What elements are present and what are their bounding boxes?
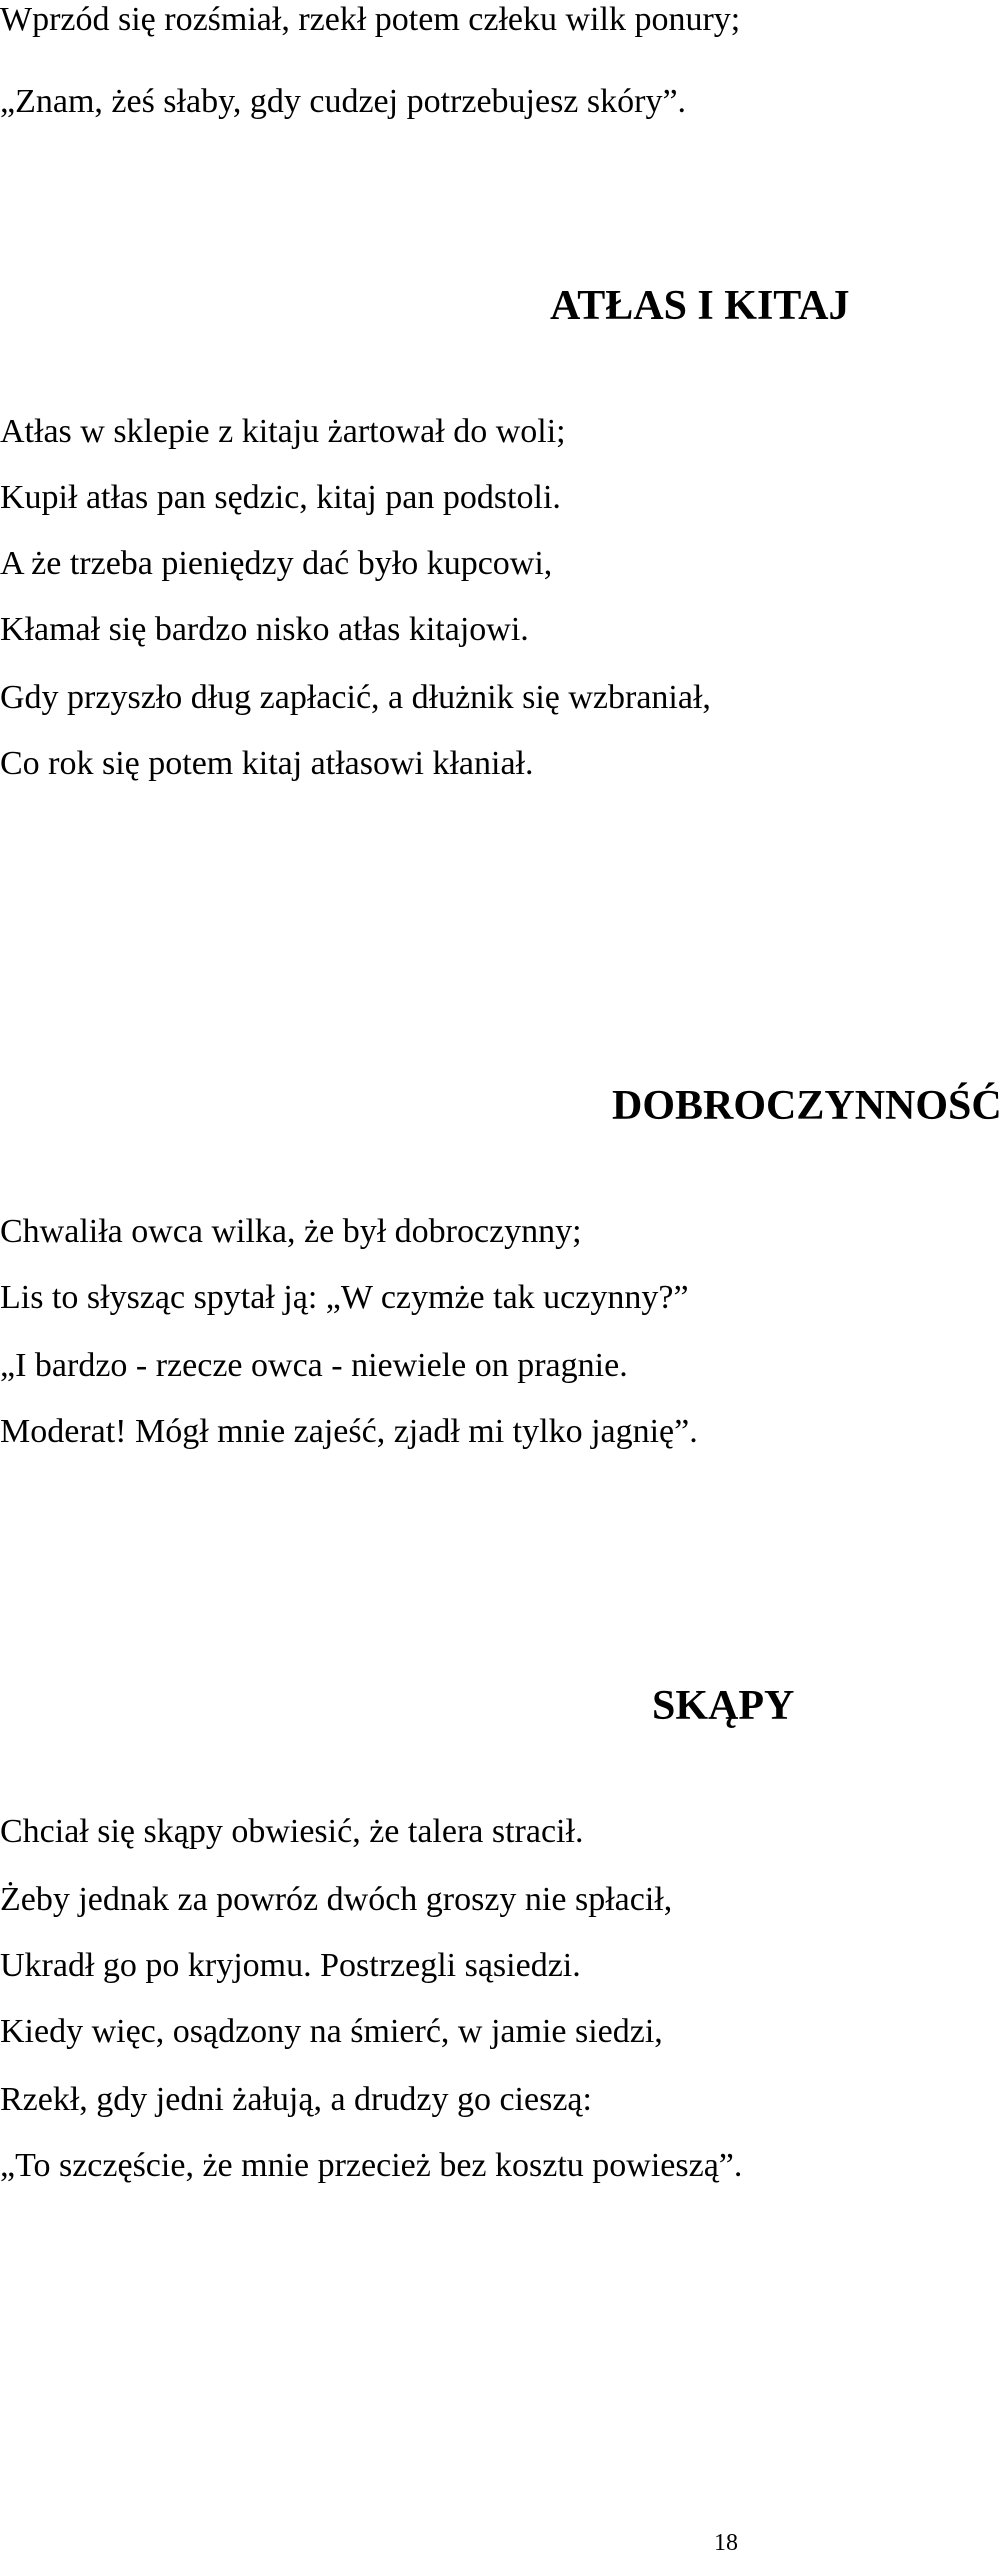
poem-title-dobroczynnosc: DOBROCZYNNOŚĆ bbox=[612, 1083, 1002, 1129]
poem-3-line-6: „To szczęście, że mnie przecież bez kosztu powieszą”. bbox=[0, 2147, 743, 2184]
poem-2-line-1: Chwaliła owca wilka, że był dobroczynny; bbox=[0, 1213, 582, 1250]
poem-2-line-2: Lis to słysząc spytał ją: „W czymże tak uczynny?” bbox=[0, 1279, 689, 1316]
poem-3-line-4: Kiedy więc, osądzony na śmierć, w jamie siedzi, bbox=[0, 2013, 663, 2050]
poem-title-skapy: SKĄPY bbox=[652, 1683, 795, 1729]
poem-1-line-6: Co rok się potem kitaj atłasowi kłaniał. bbox=[0, 745, 534, 782]
poem-3-line-1: Chciał się skąpy obwiesić, że talera stracił. bbox=[0, 1813, 584, 1850]
poem-1-line-2: Kupił atłas pan sędzic, kitaj pan podstoli. bbox=[0, 479, 561, 516]
poem-2-line-4: Moderat! Mógł mnie zajeść, zjadł mi tylko jagnię”. bbox=[0, 1413, 698, 1450]
intro-line-2: „Znam, żeś słaby, gdy cudzej potrzebujesz skóry”. bbox=[0, 83, 687, 120]
poem-3-line-3: Ukradł go po kryjomu. Postrzegli sąsiedzi. bbox=[0, 1947, 581, 1984]
page-number: 18 bbox=[714, 2530, 738, 2556]
poem-2-line-3: „I bardzo - rzecze owca - niewiele on pragnie. bbox=[0, 1347, 628, 1384]
intro-line-1: Wprzód się rozśmiał, rzekł potem człeku wilk ponury; bbox=[0, 1, 741, 38]
poem-1-line-5: Gdy przyszło dług zapłacić, a dłużnik się wzbraniał, bbox=[0, 679, 711, 716]
poem-1-line-3: A że trzeba pieniędzy dać było kupcowi, bbox=[0, 545, 553, 582]
poem-1-line-4: Kłamał się bardzo nisko atłas kitajowi. bbox=[0, 611, 529, 648]
poem-1-line-1: Atłas w sklepie z kitaju żartował do woli; bbox=[0, 413, 566, 450]
poem-title-atlas-i-kitaj: ATŁAS I KITAJ bbox=[550, 283, 850, 329]
poem-3-line-2: Żeby jednak za powróz dwóch groszy nie spłacił, bbox=[0, 1881, 673, 1918]
poem-3-line-5: Rzekł, gdy jedni żałują, a drudzy go cieszą: bbox=[0, 2081, 592, 2118]
